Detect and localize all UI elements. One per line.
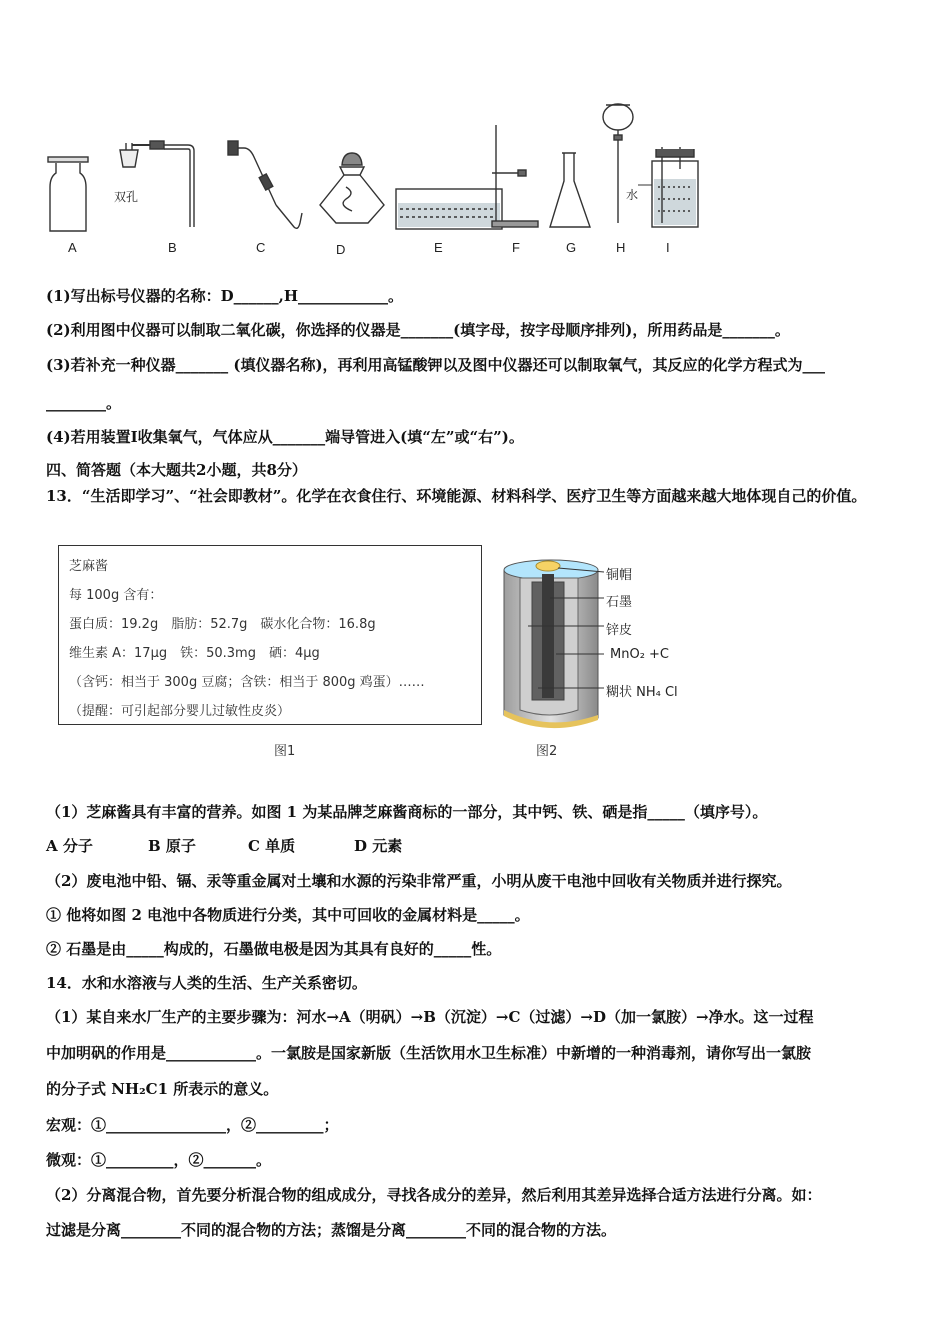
q13-option-a: A 分子 — [46, 837, 93, 855]
battery-label-copper-cap: 铜帽 — [606, 568, 633, 583]
q13-stem: 13．“生活即学习”、“社会即教材”。化学在衣食住行、环境能源、材料科学、医疗卫生等方面越来越大地体现自己的价值。 — [46, 487, 867, 505]
label-line: 芝麻酱 — [69, 559, 109, 574]
q14-micro: 微观：①_________，②_______。 — [46, 1151, 272, 1169]
label-line: 维生素 A：17μg 铁：50.3mg 硒：4μg — [69, 646, 320, 661]
label-line: （提醒：可引起部分婴儿过敏性皮炎） — [69, 704, 291, 719]
apparatus-label-c: C — [256, 240, 266, 255]
q12-part1: (1)写出标号仪器的名称：D______,H____________。 — [46, 287, 404, 305]
q12-part3-line2: ________。 — [46, 394, 122, 412]
q14-stem: 14．水和水溶液与人类的生活、生产关系密切。 — [46, 974, 367, 992]
battery-label-graphite: 石墨 — [606, 595, 633, 610]
q12-part4: (4)若用装置I收集氧气，气体应从_______端导管进入(填“左”或“右”)。 — [46, 428, 524, 446]
section-heading: 四、简答题（本大题共2小题，共8分） — [46, 461, 307, 479]
q13-part2: （2）废电池中铅、镉、汞等重金属对土壤和水源的污染非常严重，小明从废干电池中回收有关物质并进行探究。 — [46, 872, 792, 890]
apparatus-note-double-hole: 双孔 — [114, 190, 139, 204]
q14-part1-line3: 的分子式 NH₂C1 所表示的意义。 — [46, 1080, 279, 1098]
apparatus-label-a: A — [68, 240, 77, 255]
q14-part1-line2: 中加明矾的作用是____________。一氯胺是国家新版（生活饮用水卫生标准）中新增的一种消毒剂，请你写出一氯胺 — [46, 1044, 812, 1062]
q13-part1: （1）芝麻酱具有丰富的营养。如图 1 为某品牌芝麻酱商标的一部分，其中钙、铁、硒是指_____（填序号）。 — [46, 803, 768, 821]
alcohol-lamp-d — [320, 153, 384, 223]
q14-part1-line1: （1）某自来水厂生产的主要步骤为：河水→A（明矾）→B（沉淀）→C（过滤）→D（加一氯胺）→净水。这一过程 — [46, 1008, 814, 1026]
label-line: 蛋白质：19.2g 脂肪：52.7g 碳水化合物：16.8g — [69, 617, 376, 632]
q14-macro: 宏观：①________________，②_________； — [46, 1116, 339, 1134]
lab-apparatus-figure — [40, 95, 720, 260]
q12-part2: (2)利用图中仪器可以制取二氧化碳，你选择的仪器是_______(填字母，按字母顺序排列)，所用药品是_______。 — [46, 321, 790, 339]
apparatus-note-water: 水 — [626, 188, 639, 202]
delivery-tube-c — [228, 141, 302, 228]
q12-part3-line1: (3)若补充一种仪器_______ (填仪器名称)，再利用高锰酸钾以及图中仪器还可以制取氧气，其反应的化学方程式为___ — [46, 356, 826, 374]
gas-jar-a — [48, 157, 88, 231]
q13-option-d: D 元素 — [354, 837, 403, 855]
q14-part2-line2: 过滤是分离________不同的混合物的方法；蒸馏是分离________不同的混合物的方法。 — [46, 1221, 617, 1239]
sesame-paste-label — [58, 545, 482, 725]
battery-label-nh4cl: 糊状 NH₄ Cl — [606, 685, 678, 700]
apparatus-label-h: H — [616, 240, 626, 255]
apparatus-label-b: B — [168, 240, 177, 255]
dry-cell-battery — [498, 550, 708, 730]
q14-part2-line1: （2）分离混合物，首先要分析混合物的组成成分，寻找各成分的差异，然后利用其差异选择合适方法进行分离。如： — [46, 1186, 822, 1204]
battery-label-mno2: MnO₂ +C — [610, 647, 670, 662]
q13-option-c: C 单质 — [248, 837, 296, 855]
apparatus-label-e: E — [434, 240, 443, 255]
figure1-caption: 图1 — [274, 744, 296, 759]
q13-part2-sub2: ② 石墨是由_____构成的，石墨做电极是因为其具有良好的_____性。 — [46, 940, 502, 958]
separating-funnel-h — [603, 104, 633, 223]
water-trough-e — [396, 189, 502, 229]
q13-option-b: B 原子 — [148, 837, 196, 855]
stopper-tube-b — [120, 141, 194, 227]
gas-washing-bottle-i — [638, 147, 698, 227]
label-line: （含钙：相当于 300g 豆腐；含铁：相当于 800g 鸡蛋）…… — [69, 675, 425, 690]
battery-label-zinc: 锌皮 — [606, 623, 633, 638]
figure2-caption: 图2 — [536, 744, 558, 759]
q13-part2-sub1: ① 他将如图 2 电池中各物质进行分类，其中可回收的金属材料是_____。 — [46, 906, 530, 924]
label-line: 每 100g 含有： — [69, 588, 163, 603]
apparatus-label-i: I — [666, 240, 670, 255]
apparatus-label-d: D — [336, 242, 346, 257]
apparatus-label-g: G — [566, 240, 577, 255]
conical-flask-g — [550, 153, 590, 227]
apparatus-label-f: F — [512, 240, 520, 255]
